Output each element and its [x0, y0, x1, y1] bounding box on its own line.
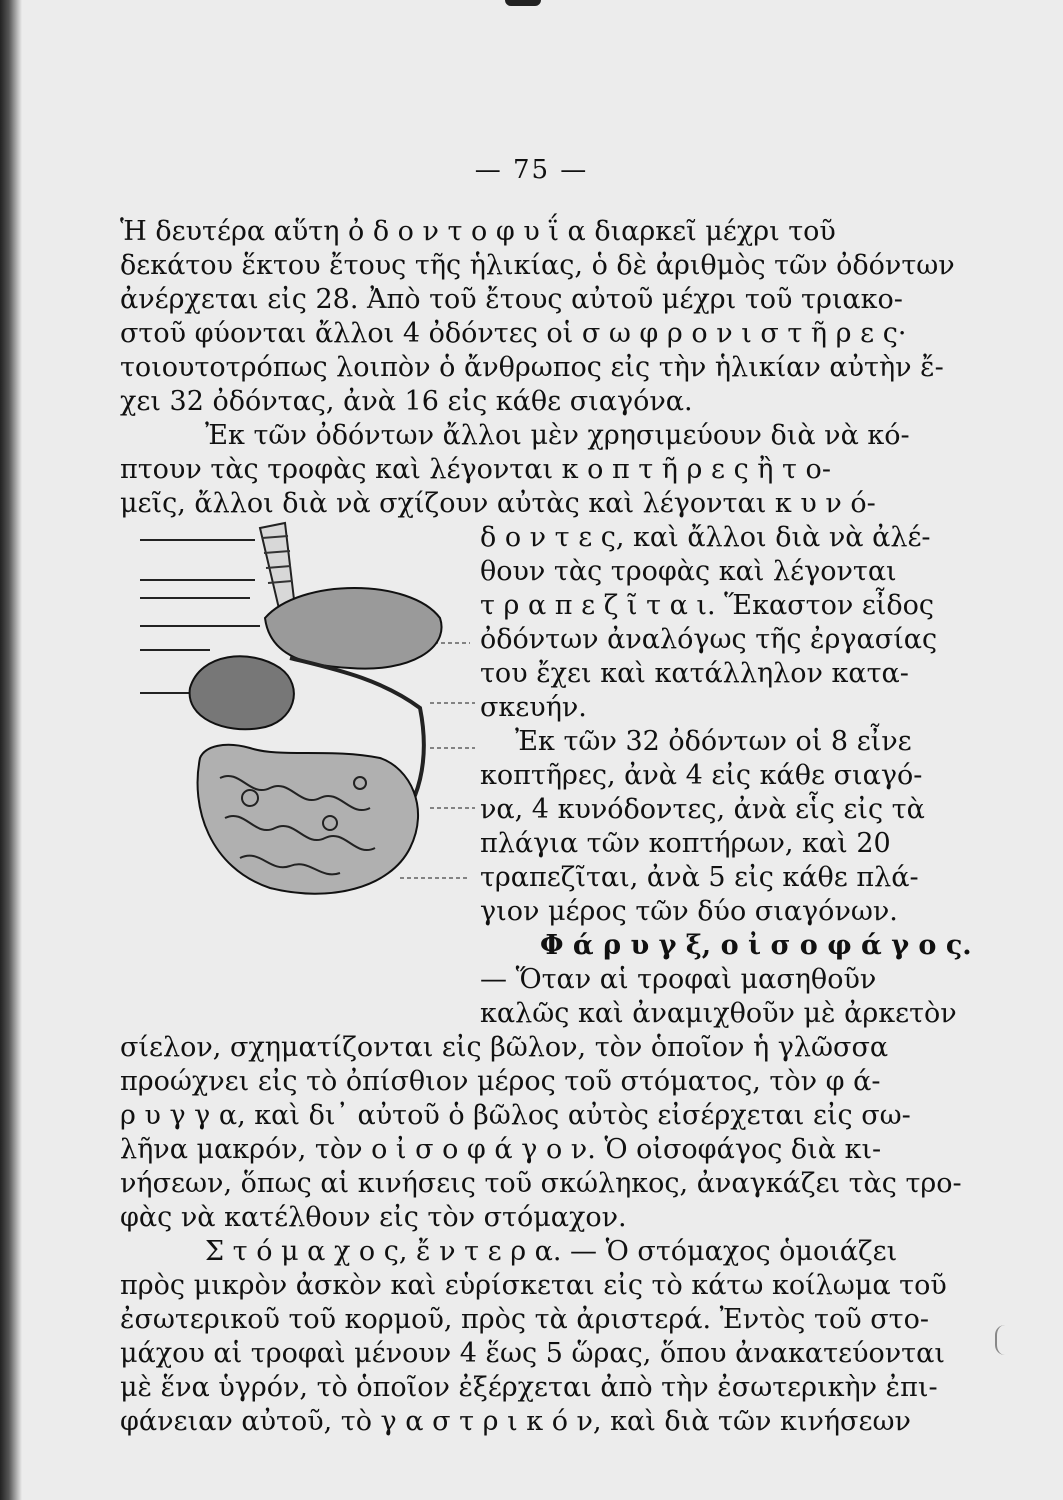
text-line-29: νήσεων, ὅπως αἱ κινήσεις τοῦ σκώληκος, ἀναγκάζει τὰς τρο-	[120, 1168, 962, 1199]
text-line-35: μὲ ἕνα ὑγρόν, τὸ ὁποῖον ἐξέρχεται ἀπὸ τὴν ἐσωτερικὴν ἐπι-	[120, 1372, 938, 1403]
section-heading-pharynx: Φ ά ρ υ γ ξ, ο ἰ σ ο φ ά γ ο ς.	[540, 930, 972, 961]
text-line-2: δεκάτου ἕκτου ἔτους τῆς ἡλικίας, ὁ δὲ ἀριθμὸς τῶν ὀδόντων	[120, 250, 955, 281]
section-heading-stomach: Σ τ ό μ α χ ο ς, ἔ ν τ ε ρ α. — Ὁ στόμαχος ὁμοιάζει	[205, 1236, 898, 1267]
digestive-system-illustration-icon	[130, 508, 480, 908]
text-line-3: ἀνέρχεται εἰς 28. Ἀπὸ τοῦ ἔτους αὐτοῦ μέχρι τοῦ τριακο-	[120, 284, 903, 315]
text-line-11: θουν τὰς τροφὰς καὶ λέγονται	[480, 556, 897, 587]
text-line-20: τραπεζῖται, ἀνὰ 5 εἰς κάθε πλά-	[480, 862, 919, 893]
text-line-12: τ ρ α π ε ζ ῖ τ α ι. Ἕκαστον εἶδος	[480, 590, 935, 621]
text-line-1: Ἡ δευτέρα αὕτη ὀ δ ο ν τ ο φ υ ΐ α διαρκεῖ μέχρι τοῦ	[120, 216, 836, 247]
text-line-13: ὀδόντων ἀναλόγως τῆς ἐργασίας	[480, 624, 938, 655]
text-line-14: του ἔχει καὶ κατάλληλον κατα-	[480, 658, 909, 689]
text-line-10: δ ο ν τ ε ς, καὶ ἄλλοι διὰ νὰ ἀλέ-	[480, 522, 931, 553]
text-line-33: ἐσωτερικοῦ τοῦ κορμοῦ, πρὸς τὰ ἀριστερά. Ἐντὸς τοῦ στο-	[120, 1304, 929, 1335]
text-line-25: σίελον, σχηματίζονται εἰς βῶλον, τὸν ὁποῖον ἡ γλῶσσα	[120, 1032, 889, 1063]
text-line-4: στοῦ φύονται ἄλλοι 4 ὀδόντες οἱ σ ω φ ρ ο ν ι σ τ ῆ ρ ε ς·	[120, 318, 907, 349]
page-crease-mark	[995, 1325, 1007, 1355]
text-line-9: μεῖς, ἄλλοι διὰ νὰ σχίζουν αὐτὰς καὶ λέγονται κ υ ν ό-	[120, 488, 876, 519]
text-line-36: φάνειαν αὐτοῦ, τὸ γ α σ τ ρ ι κ ό ν, καὶ διὰ τῶν κινήσεων	[120, 1406, 911, 1437]
text-line-28: λῆνα μακρόν, τὸν ο ἰ σ ο φ ά γ ο ν. Ὁ οἰσοφάγος διὰ κι-	[120, 1134, 882, 1165]
text-line-8: πτουν τὰς τροφὰς καὶ λέγονται κ ο π τ ῆ ρ ε ς ἢ τ ο-	[120, 454, 831, 485]
text-line-19: πλάγια τῶν κοπτήρων, καὶ 20	[480, 828, 891, 859]
text-line-7: Ἐκ τῶν ὀδόντων ἄλλοι μὲν χρησιμεύουν διὰ νὰ κό-	[205, 420, 910, 451]
text-line-15: σκευήν.	[480, 692, 587, 723]
text-line-21: γιον μέρος τῶν δύο σιαγόνων.	[480, 896, 898, 927]
text-line-32: πρὸς μικρὸν ἀσκὸν καὶ εὑρίσκεται εἰς τὸ κάτω κοίλωμα τοῦ	[120, 1270, 947, 1301]
page-binding-shadow	[0, 0, 22, 1500]
digestive-system-svg	[130, 508, 480, 908]
stomach-shape	[190, 656, 294, 729]
text-line-6: χει 32 ὀδόντας, ἀνὰ 16 εἰς κάθε σιαγόνα.	[120, 386, 693, 417]
text-line-24: καλῶς καὶ ἀναμιχθοῦν μὲ ἀρκετὸν	[480, 998, 957, 1029]
text-line-26: προώχνει εἰς τὸ ὀπίσθιον μέρος τοῦ στόματος, τὸν φ ά-	[120, 1066, 881, 1097]
top-ink-mark	[505, 0, 541, 6]
text-line-17: κοπτῆρες, ἀνὰ 4 εἰς κάθε σιαγό-	[480, 760, 923, 791]
text-line-34: μάχου αἱ τροφαὶ μένουν 4 ἕως 5 ὥρας, ὅπου ἀνακατεύονται	[120, 1338, 945, 1369]
intestines-shape	[198, 745, 419, 894]
text-line-23: — Ὅταν αἱ τροφαὶ μασηθοῦν	[480, 964, 877, 995]
text-line-30: φὰς νὰ κατέλθουν εἰς τὸν στόμαχον.	[120, 1202, 627, 1233]
text-line-5: τοιουτοτρόπως λοιπὸν ὁ ἄνθρωπος εἰς τὴν ἡλικίαν αὐτὴν ἔ-	[120, 352, 944, 383]
text-line-18: να, 4 κυνόδοντες, ἀνὰ εἷς εἰς τὰ	[480, 794, 925, 825]
page-number: — 75 —	[474, 155, 589, 185]
text-line-27: ρ υ γ γ α, καὶ δι᾿ αὐτοῦ ὁ βῶλος αὐτὸς εἰσέρχεται εἰς σω-	[120, 1100, 911, 1131]
text-line-16: Ἐκ τῶν 32 ὀδόντων οἱ 8 εἶνε	[515, 726, 912, 757]
